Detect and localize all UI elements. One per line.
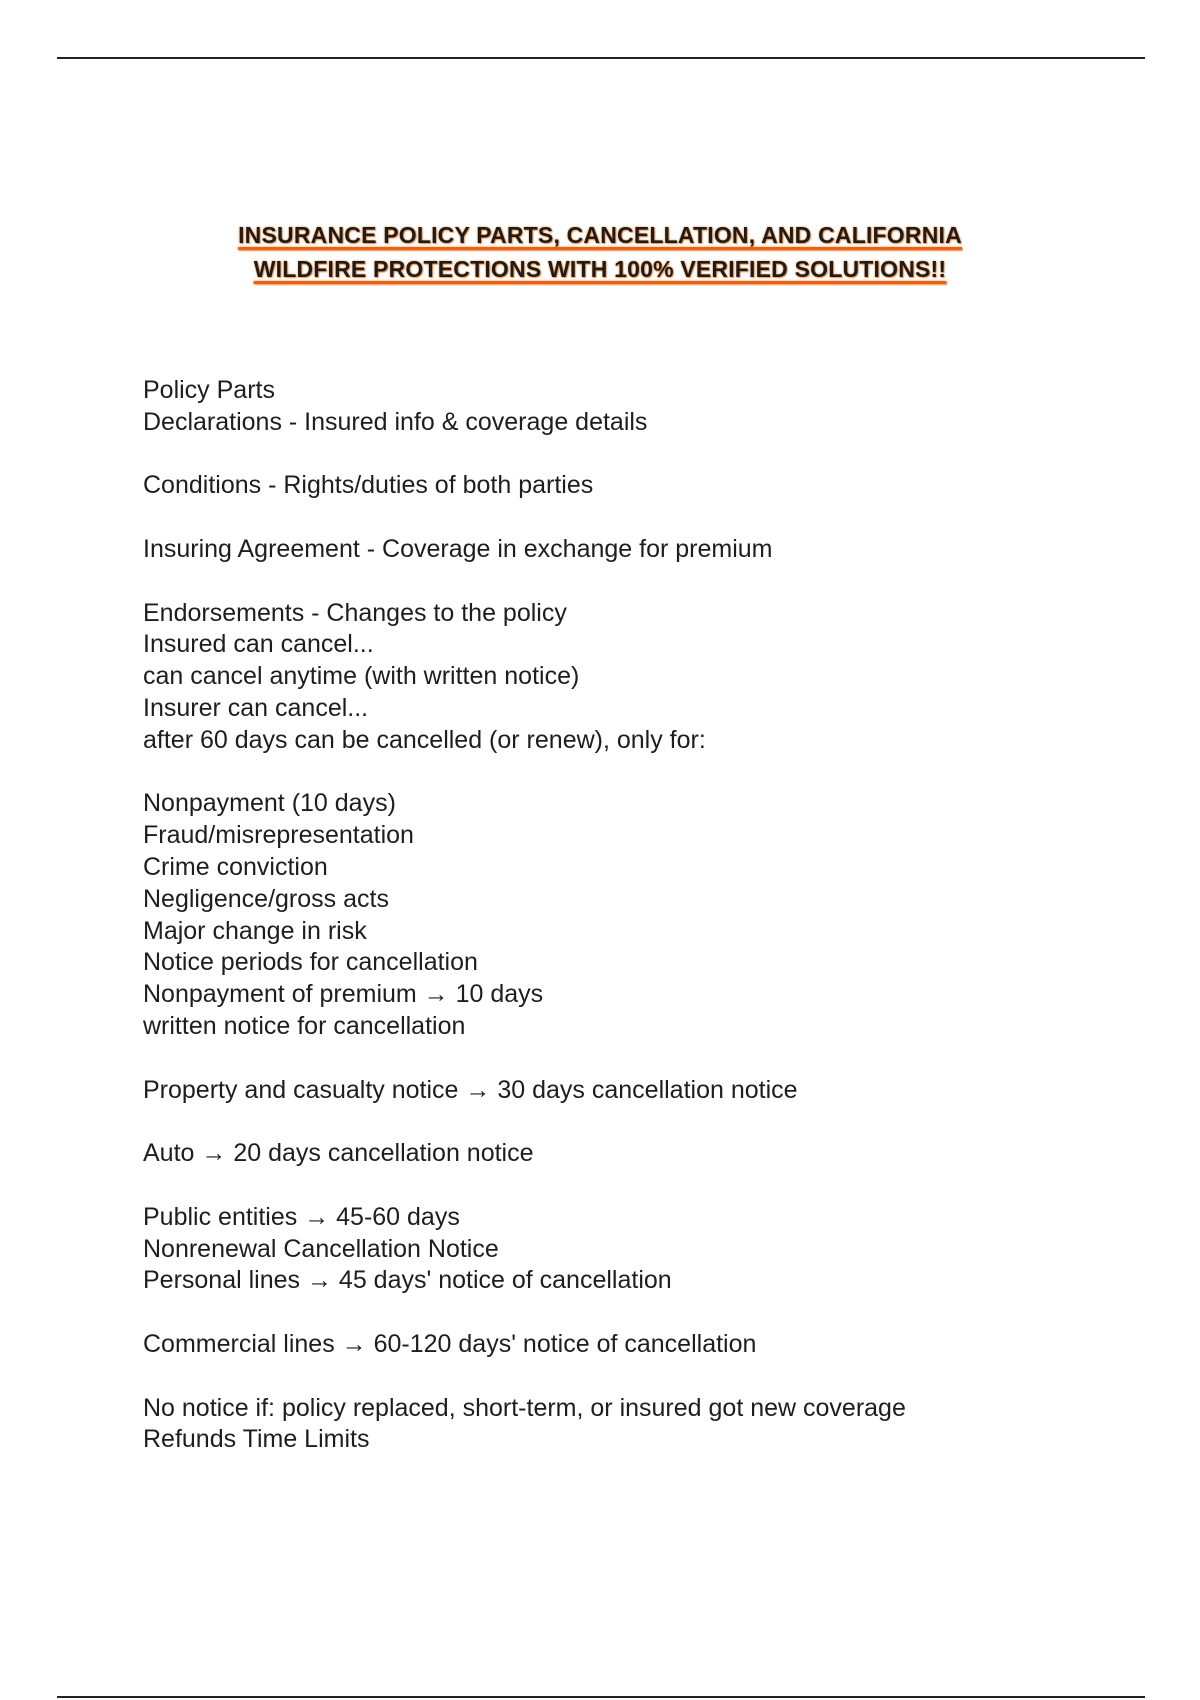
text-line: Crime conviction [143,852,328,881]
text-line: Conditions - Rights/duties of both parties [143,471,594,500]
text-line: Insurer can cancel... [143,693,369,722]
text-line: Nonpayment of premium → 10 days [143,980,544,1009]
bottom-divider [57,1696,1145,1698]
text-line: Refunds Time Limits [143,1425,370,1454]
text-line: No notice if: policy replaced, short-term, or insured got new coverage [143,1393,906,1422]
document-title [0,218,1200,286]
text-line: Notice periods for cancellation [143,948,478,977]
text-line: Insured can cancel... [143,630,374,659]
text-line: Property and casualty notice → 30 days cancellation notice [143,1075,798,1104]
text-line: can cancel anytime (with written notice) [143,662,580,691]
text-line: Nonrenewal Cancellation Notice [143,1234,499,1263]
text-line: Personal lines → 45 days' notice of cancellation [143,1266,672,1295]
title-line-1: INSURANCE POLICY PARTS, CANCELLATION, AND CALIFORNIA [238,222,962,248]
text-line: written notice for cancellation [143,1011,466,1040]
text-line: Negligence/gross acts [143,884,389,913]
title-line-2: WILDFIRE PROTECTIONS WITH 100% VERIFIED SOLUTIONS!! [253,256,947,282]
text-line: Endorsements - Changes to the policy [143,598,567,627]
text-line: Declarations - Insured info & coverage details [143,407,648,436]
text-line: Nonpayment (10 days) [143,789,396,818]
text-line: Auto → 20 days cancellation notice [143,1139,534,1168]
text-line: Public entities → 45-60 days [143,1202,460,1231]
section-heading-policy-parts: Policy Parts [143,376,275,404]
text-line: after 60 days can be cancelled (or renew), only for: [143,725,706,754]
text-line: Major change in risk [143,916,367,945]
document-body [143,375,1103,1456]
text-line: Insuring Agreement - Coverage in exchange for premium [143,534,773,563]
text-line: Commercial lines → 60-120 days' notice of cancellation [143,1329,757,1358]
top-divider [57,57,1145,59]
text-line: Fraud/misrepresentation [143,821,414,850]
